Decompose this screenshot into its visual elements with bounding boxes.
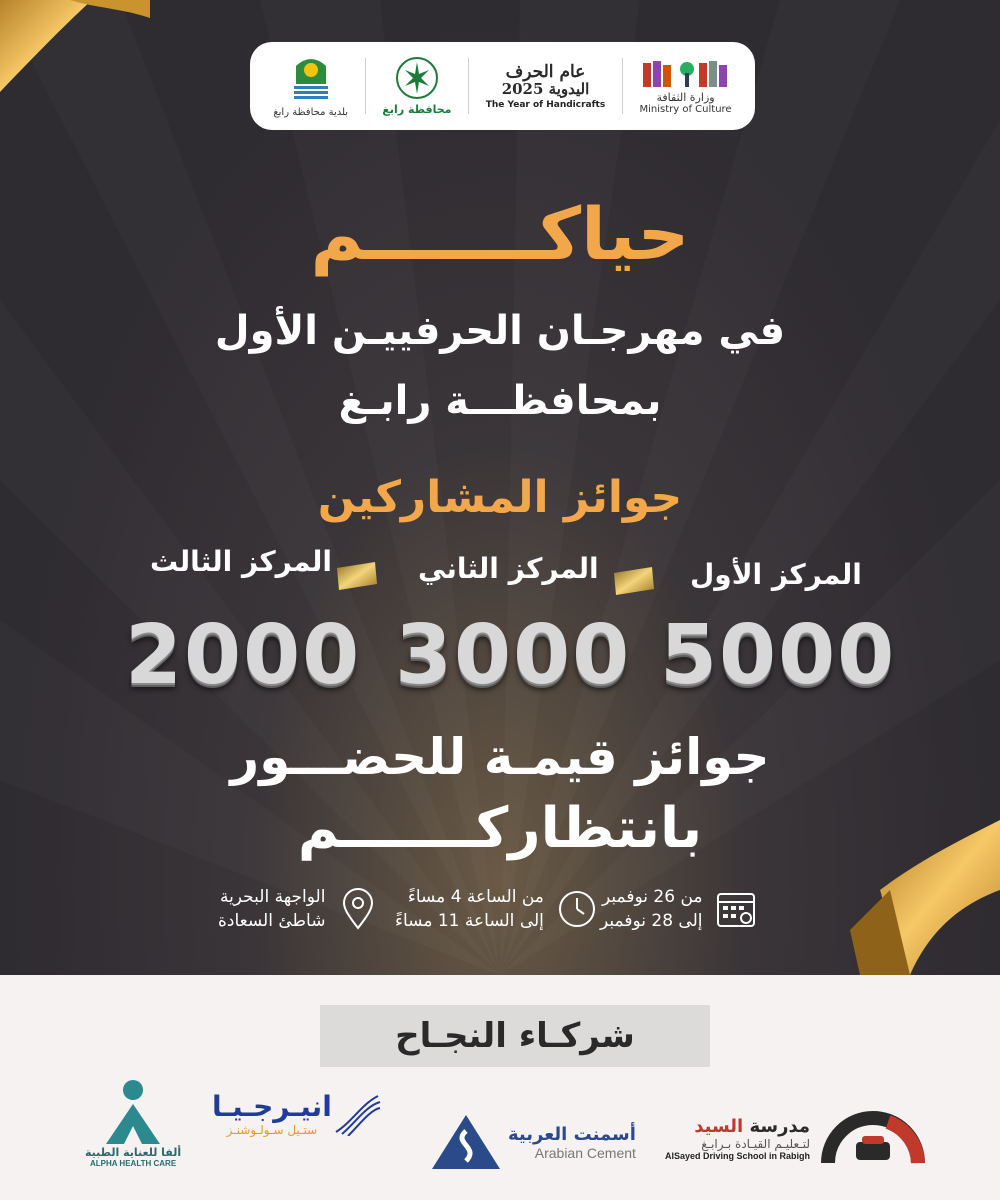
festival-location: بمحافظـــة رابـغ: [338, 378, 662, 424]
dates-info: [600, 885, 757, 933]
alsayed-sub: لتـعليـم القيـادة بـرابـغ: [701, 1136, 811, 1151]
awaiting-you-text: بانتظاركـــــــم: [297, 796, 703, 861]
second-place-amount: 3000: [395, 608, 632, 703]
attendance-prizes-text: جوائز قيمـة للحضـــور: [230, 728, 770, 786]
location-line-1: الواجهة البحرية: [219, 887, 326, 907]
dates-line-2: إلى 28 نوفمبر: [600, 911, 703, 931]
location-info: [218, 885, 379, 933]
logo-divider: [365, 58, 366, 114]
first-place-label: المركز الأول: [690, 558, 862, 591]
alsayed-name-2: السيد: [694, 1115, 744, 1137]
year-title-ar-2: اليدوية 2025: [501, 79, 590, 98]
sponsor-logo-bar: [250, 42, 755, 130]
cement-name-en: Arabian Cement: [534, 1144, 636, 1161]
alpha-health-care-logo: [85, 1078, 181, 1168]
alpha-figure-icon: [98, 1078, 168, 1146]
cement-name-ar: أسمنت العربية: [508, 1123, 636, 1145]
energia-name: انيـرجـيـا: [212, 1090, 332, 1123]
steering-wheel-icon: [818, 1108, 928, 1168]
arabian-cement-logo: [430, 1113, 636, 1171]
alsayed-name-1: مدرسة: [749, 1115, 811, 1137]
books-icon: [641, 57, 731, 91]
ministry-name-en: Ministry of Culture: [639, 104, 732, 115]
municipality-name: بلدية محافظة رابغ: [273, 107, 349, 118]
calendar-icon: [715, 888, 757, 930]
third-place-amount: 2000: [125, 608, 362, 703]
logo-divider: [468, 58, 469, 114]
location-line-2: شاطئ السعادة: [218, 911, 326, 931]
time-line-1: من الساعة 4 مساءً: [407, 887, 544, 907]
palm-sea-icon: [290, 54, 332, 104]
ministry-name-ar: وزارة الثقافة: [656, 91, 715, 104]
ministry-of-culture-logo: [634, 51, 738, 121]
clock-icon: [556, 888, 598, 930]
gold-tag-icon: [333, 560, 379, 590]
first-place-amount: 5000: [660, 608, 897, 703]
gold-ribbon-top-left: [0, 0, 150, 110]
time-info: [395, 885, 598, 933]
energia-logo: [212, 1090, 382, 1137]
rabigh-governorate-logo: [376, 51, 457, 121]
location-pin-icon: [337, 888, 379, 930]
governorate-name: محافظة رابغ: [382, 103, 452, 116]
rabigh-municipality-logo: [267, 51, 354, 121]
partners-title: شركـاء النجـاح: [320, 1005, 710, 1067]
time-line-2: إلى الساعة 11 مساءً: [395, 911, 544, 931]
energia-swirl-icon: [332, 1092, 382, 1136]
saudi-emblem-icon: [395, 56, 439, 100]
third-place-label: المركز الثالث: [150, 545, 332, 578]
gold-tag-icon: [610, 565, 656, 595]
partners-section: [0, 975, 1000, 1200]
dates-line-1: من 26 نوفمبر: [602, 887, 703, 907]
year-of-handicrafts-logo: [480, 51, 611, 121]
year-title-en: The Year of Handicrafts: [485, 99, 606, 110]
headline-welcome: حياكـــــــم: [310, 192, 690, 276]
alpha-name-ar: ألفا للعناية الطبية: [85, 1146, 182, 1159]
second-place-label: المركز الثاني: [418, 552, 599, 585]
energia-sub: ستـيل سـولـوشنـز: [226, 1123, 318, 1137]
alpha-name-en: ALPHA HEALTH CARE: [89, 1159, 177, 1168]
festival-name: في مهرجـان الحرفييـن الأول: [214, 308, 786, 354]
year-title-ar-1: عام الحرف: [505, 61, 586, 82]
participant-prizes-title: جوائز المشاركين: [317, 472, 683, 523]
alsayed-en: AlSayed Driving School in Rabigh: [665, 1150, 811, 1161]
logo-divider: [622, 58, 623, 114]
alsayed-driving-school-logo: [665, 1108, 928, 1168]
cement-triangle-icon: [430, 1113, 502, 1171]
